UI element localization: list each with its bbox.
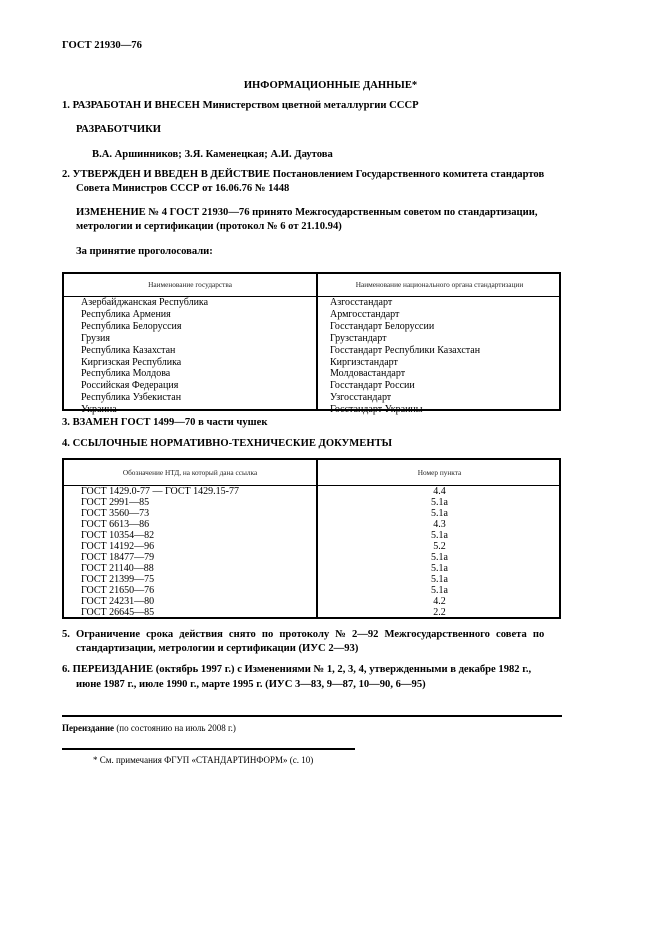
body-column (330, 297, 480, 416)
standards-body-name: Госстандарт Украины (330, 404, 423, 416)
clause-number: 4.4 (433, 486, 446, 497)
clause-number: 5.1а (431, 574, 448, 585)
item-2-lead: 2. УТВЕРЖДЕН И ВВЕДЕН В ДЕЙСТВИЕ (62, 169, 271, 180)
standards-body-name: Госстандарт Белоруссии (330, 320, 435, 332)
standards-body-name: Госстандарт России (330, 380, 415, 392)
item-1 (62, 100, 419, 111)
state-name: Республика Белоруссия (81, 320, 182, 332)
reference-document: ГОСТ 21140—88 (81, 563, 154, 574)
reprint-note (62, 723, 236, 733)
state-column (81, 297, 208, 416)
item-6-line1 (62, 664, 531, 675)
reference-document: ГОСТ 6613—86 (81, 519, 150, 530)
voting-table (62, 272, 561, 416)
clause-number: 5.2 (433, 541, 446, 552)
clause-column (318, 486, 561, 618)
footnote: * См. примечания ФГУП «СТАНДАРТИНФОРМ» (с. 10) (93, 755, 314, 765)
document-column (81, 486, 239, 618)
item-3 (62, 417, 267, 428)
column-header-clause: Номер пункта (417, 468, 462, 477)
developers-names: В.А. Аршинников; З.Я. Каменецкая; А.И. Даутова (92, 149, 333, 160)
clause-number: 4.3 (433, 519, 446, 530)
item-2-line2: Совета Министров СССР от 16.06.76 № 1448 (76, 183, 290, 194)
state-name: Украина (81, 404, 117, 416)
clause-number: 5.1а (431, 552, 448, 563)
change-line1 (76, 207, 538, 218)
clause-number: 5.1а (431, 530, 448, 541)
item-1-text: Министерством цветной металлургии СССР (199, 100, 419, 111)
standards-body-name: Киргизстандарт (330, 356, 398, 368)
change-text: принято Межгосударственным советом по стандартизации, (249, 207, 538, 218)
item-3-text: в части чушек (195, 417, 268, 428)
footnote-divider (62, 748, 355, 750)
clause-number: 2.2 (433, 607, 446, 618)
change-line2: метрологии и сертификации (протокол № 6 от 21.10.94) (76, 221, 342, 232)
item-2-line1 (62, 169, 544, 180)
state-name: Грузия (81, 332, 110, 344)
reference-document: ГОСТ 26645—85 (81, 607, 155, 618)
reference-document: ГОСТ 24231—80 (81, 596, 155, 607)
column-header-state: Наименование государства (148, 280, 232, 289)
reference-document: ГОСТ 21399—75 (81, 574, 155, 585)
state-name: Азербайджанская Республика (81, 297, 209, 308)
change-lead: ИЗМЕНЕНИЕ № 4 ГОСТ 21930—76 (76, 207, 250, 218)
standards-body-name: Госстандарт Республики Казахстан (330, 344, 481, 356)
references-table (62, 458, 561, 619)
reference-document: ГОСТ 21650—76 (81, 585, 155, 596)
reference-document: ГОСТ 3560—73 (81, 508, 150, 519)
divider (62, 715, 562, 717)
item-5-line2: стандартизации, метрологии и сертификации (ИУС 2—93) (76, 643, 359, 654)
developers-label: РАЗРАБОТЧИКИ (76, 124, 162, 135)
reference-document: ГОСТ 2991—85 (81, 497, 150, 508)
state-name: Республика Узбекистан (81, 392, 182, 404)
doc-header: ГОСТ 21930—76 (62, 40, 142, 51)
state-name: Киргизская Республика (81, 356, 182, 368)
state-name: Республика Молдова (81, 368, 171, 380)
standards-body-name: Азгосстандарт (330, 297, 393, 308)
reprint-lead: Переиздание (62, 723, 115, 733)
reference-document: ГОСТ 10354—82 (81, 530, 155, 541)
voted-label: За принятие проголосовали: (76, 246, 213, 257)
column-header-document: Обозначение НТД, на который дана ссылка (122, 468, 258, 477)
standards-body-name: Узгосстандарт (330, 392, 392, 404)
state-name: Республика Казахстан (81, 344, 176, 356)
state-name: Российская Федерация (81, 380, 179, 392)
clause-number: 5.1а (431, 508, 448, 519)
clause-number: 5.1а (431, 563, 448, 574)
standards-body-name: Армгосстандарт (330, 308, 400, 320)
state-name: Республика Армения (81, 308, 171, 320)
reference-document: ГОСТ 14192—96 (81, 541, 155, 552)
item-6-lead: 6. ПЕРЕИЗДАНИЕ (62, 664, 154, 675)
item-4: 4. ССЫЛОЧНЫЕ НОРМАТИВНО-ТЕХНИЧЕСКИЕ ДОКУМЕНТЫ (62, 438, 393, 449)
column-header-body: Наименование национального органа стандартизации (355, 280, 524, 289)
standards-body-name: Грузстандарт (330, 332, 387, 344)
reference-document: ГОСТ 1429.0-77 — ГОСТ 1429.15-77 (81, 486, 239, 497)
column-divider (316, 274, 318, 409)
item-6-text: (октябрь 1997 г.) с Изменениями № 1, 2, 3, 4, утвержденными в декабре 1982 г., (153, 664, 532, 675)
clause-number: 4.2 (433, 596, 446, 607)
clause-number: 5.1а (431, 585, 448, 596)
reprint-text: (по состоянию на июль 2008 г.) (114, 723, 236, 733)
clause-number: 5.1а (431, 497, 448, 508)
item-6-line2: июне 1987 г., июле 1990 г., марте 1995 г. (ИУС 3—83, 9—87, 10—90, 6—95) (76, 679, 426, 690)
page-title: ИНФОРМАЦИОННЫЕ ДАННЫЕ* (243, 80, 418, 91)
item-1-lead: 1. РАЗРАБОТАН И ВНЕСЕН (62, 100, 200, 111)
item-5-line1: 5. Ограничение срока действия снято по протоколу № 2—92 Межгосударственного совета по (62, 629, 545, 640)
standards-body-name: Молдовастандарт (330, 368, 406, 380)
item-2-text: Постановлением Государственного комитета стандартов (270, 169, 545, 180)
item-3-lead: 3. ВЗАМЕН ГОСТ 1499—70 (62, 417, 196, 428)
reference-document: ГОСТ 18477—79 (81, 552, 155, 563)
